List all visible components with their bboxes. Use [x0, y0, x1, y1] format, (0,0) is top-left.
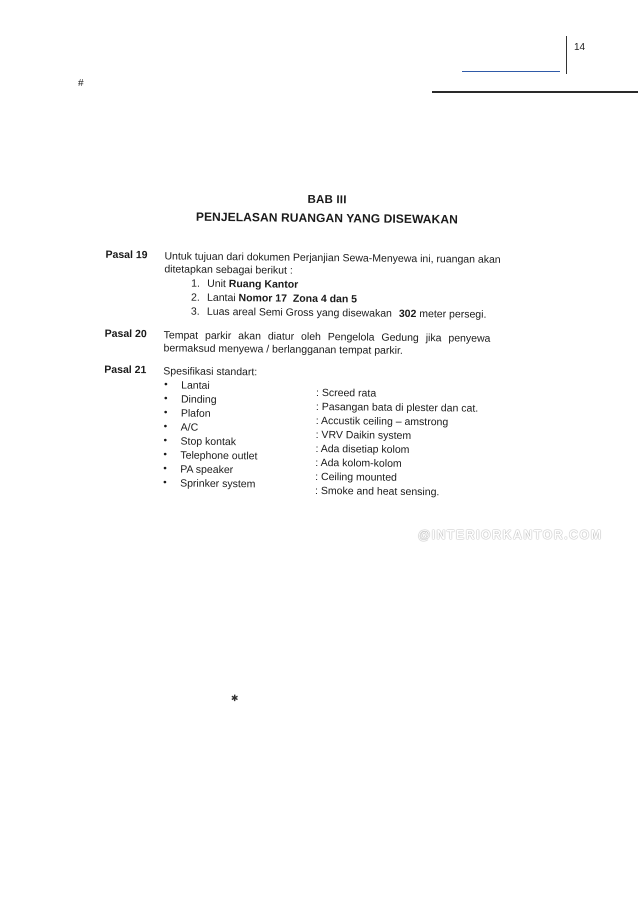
pasal-19-item-3 — [207, 306, 487, 321]
pasal-19-item-1-number: 1. — [191, 277, 201, 290]
pasal-19-line-1: Untuk tujuan dari dokumen Perjanjian Sewa-Menyewa ini, ruangan akan — [164, 250, 501, 266]
bullet-icon: • — [163, 435, 168, 447]
pasal-19-item-2-number: 2. — [191, 291, 200, 304]
item-2-value: Nomor 17 Zona 4 dan 5 — [238, 292, 358, 306]
pasal-21-label: Pasal 21 — [104, 363, 147, 377]
spec-name-telephone-outlet: Telephone outlet — [180, 449, 258, 463]
spec-value-stop-kontak: : Ada disetiap kolom — [315, 442, 410, 456]
page-number: 14 — [574, 42, 586, 53]
item-3-value: 302 — [398, 307, 417, 321]
spec-value-lantai: : Screed rata — [316, 386, 377, 400]
pasal-19-label: Pasal 19 — [105, 248, 148, 262]
pasal-19-item-3-number: 3. — [190, 305, 200, 318]
spec-value-ac: : VRV Daikin system — [315, 428, 412, 442]
bullet-icon: • — [163, 477, 167, 489]
pasal-21-intro: Spesifikasi standart: — [163, 365, 258, 379]
spec-name-lantai: Lantai — [181, 379, 210, 392]
scan-speck: ✱ — [230, 693, 239, 704]
pasal-20-label: Pasal 20 — [104, 327, 147, 341]
bullet-icon: • — [163, 421, 168, 433]
bullet-icon: • — [164, 379, 168, 391]
pasal-19-item-2 — [207, 292, 357, 306]
watermark: @INTERIORKANTOR.COM — [418, 528, 603, 542]
item-2-prefix: Lantai — [207, 291, 236, 305]
spec-name-pa-speaker: PA speaker — [180, 463, 234, 477]
spec-name-sprinkler-system: Sprinker system — [180, 477, 256, 491]
item-3-prefix: Luas areal Semi Gross yang disewakan — [206, 305, 392, 320]
spec-value-dinding: : Pasangan bata di plester dan cat. — [315, 400, 479, 415]
spec-name-stop-kontak: Stop kontak — [180, 435, 237, 449]
item-3-suffix: meter persegi. — [419, 308, 487, 321]
bullet-icon: • — [163, 393, 168, 405]
spec-value-telephone-outlet: : Ada kolom-kolom — [315, 456, 402, 470]
pasal-20-line-2: bermaksud menyewa / berlangganan tempat parkir. — [163, 342, 403, 357]
pasal-19-line-2: ditetapkan sebagai berikut : — [164, 263, 293, 277]
bullet-icon: • — [163, 407, 168, 419]
hash-mark: # — [78, 78, 84, 89]
chapter-subtitle: PENJELASAN RUANGAN YANG DISEWAKAN — [195, 209, 458, 227]
bullet-icon: • — [163, 449, 167, 461]
bullet-icon: • — [163, 463, 167, 475]
chapter-title: BAB III — [307, 193, 347, 207]
spec-name-dinding: Dinding — [180, 393, 217, 406]
spec-value-sprinkler-system: : Smoke and heat sensing. — [314, 484, 440, 499]
item-1-value: Ruang Kantor — [228, 278, 299, 291]
spec-value-pa-speaker: : Ceiling mounted — [315, 470, 397, 484]
spec-value-plafon: : Accustik ceiling – amstrong — [315, 414, 449, 429]
spec-name-ac: A/C — [180, 421, 199, 434]
pasal-20-line-1: Tempat parkir akan diatur oleh Pengelola Gedung jika penyewa — [163, 329, 491, 345]
pasal-19-item-1 — [207, 278, 298, 291]
spec-name-plafon: Plafon — [180, 407, 211, 420]
item-1-prefix: Unit — [207, 277, 226, 291]
